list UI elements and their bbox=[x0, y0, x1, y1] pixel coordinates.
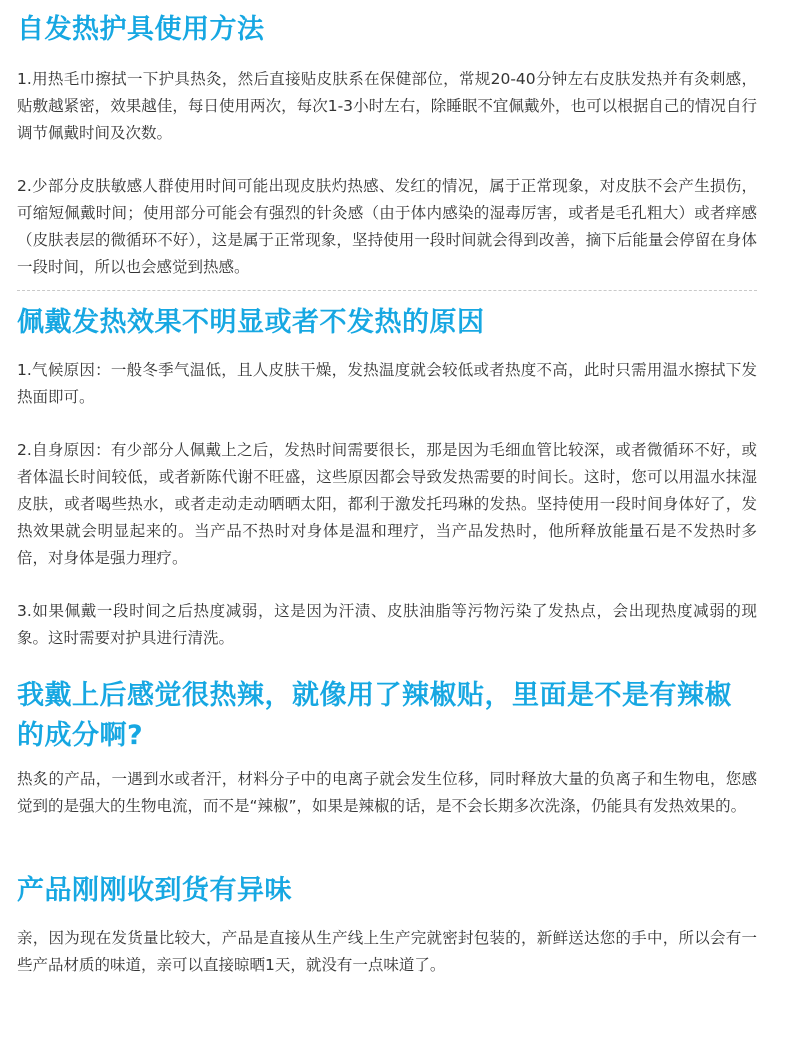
odor-heading: 产品刚刚收到货有异味 bbox=[17, 875, 292, 906]
spicy-answer-paragraph: 热炙的产品，一遇到水或者汗，材料分子中的电离子就会发生位移，同时释放大量的负离子和生物电，您感觉到的是强大的生物电流，而不是“辣椒”，如果是辣椒的话，是不会长期多次洗涤，仍能具有发热效果的。 bbox=[17, 770, 757, 815]
usage-heading: 自发热护具使用方法 bbox=[17, 14, 265, 45]
reasons-paragraph-2: 2.自身原因：有少部分人佩戴上之后，发热时间需要很长，那是因为毛细血管比较深，或者微循环不好，或者体温长时间较低，或者新陈代谢不旺盛，这些原因都会导致发热需要的时间长。这时，您可以用温水抹湿皮肤，或者喝些热水，或者走动走动晒晒太阳，都利于激发托玛琳的发热。坚持使用一段时间身体好了，发热效果就会明显起来的。当产品不热时对身体是温和理疗，当产品发热时，他所释放能量石是不发热时多倍，对身体是强力理疗。 bbox=[17, 441, 757, 567]
reasons-paragraph-1: 1.气候原因：一般冬季气温低，且人皮肤干燥，发热温度就会较低或者热度不高，此时只需用温水擦拭下发热面即可。 bbox=[17, 361, 757, 406]
odor-paragraph: 亲，因为现在发货量比较大，产品是直接从生产线上生产完就密封包装的，新鲜送达您的手中，所以会有一些产品材质的味道，亲可以直接晾晒1天，就没有一点味道了。 bbox=[17, 929, 757, 974]
usage-paragraph-1: 1.用热毛巾擦拭一下护具热灸，然后直接贴皮肤系在保健部位，常规20-40分钟左右皮肤发热并有灸刺感，贴敷越紧密，效果越佳，每日使用两次，每次1-3小时左右，除睡眠不宜佩戴外，也可以根据自己的情况自行调节佩戴时间及次数。 bbox=[17, 70, 757, 142]
usage-paragraph-2: 2.少部分皮肤敏感人群使用时间可能出现皮肤灼热感、发红的情况，属于正常现象，对皮肤不会产生损伤，可缩短佩戴时间；使用部分可能会有强烈的针灸感（由于体内感染的湿毒厉害，或者是毛孔粗大）或者痒感（皮肤表层的微循环不好），这是属于正常现象，坚持使用一段时间就会得到改善，摘下后能量会停留在身体一段时间，所以也会感觉到热感。 bbox=[17, 177, 757, 276]
section-divider bbox=[17, 290, 757, 291]
reasons-paragraph-3: 3.如果佩戴一段时间之后热度减弱，这是因为汗渍、皮肤油脂等污物污染了发热点，会出现热度减弱的现象。这时需要对护具进行清洗。 bbox=[17, 602, 757, 647]
reasons-heading: 佩戴发热效果不明显或者不发热的原因 bbox=[17, 307, 485, 338]
spicy-question-heading: 我戴上后感觉很热辣，就像用了辣椒贴，里面是不是有辣椒的成分啊? bbox=[17, 680, 732, 751]
